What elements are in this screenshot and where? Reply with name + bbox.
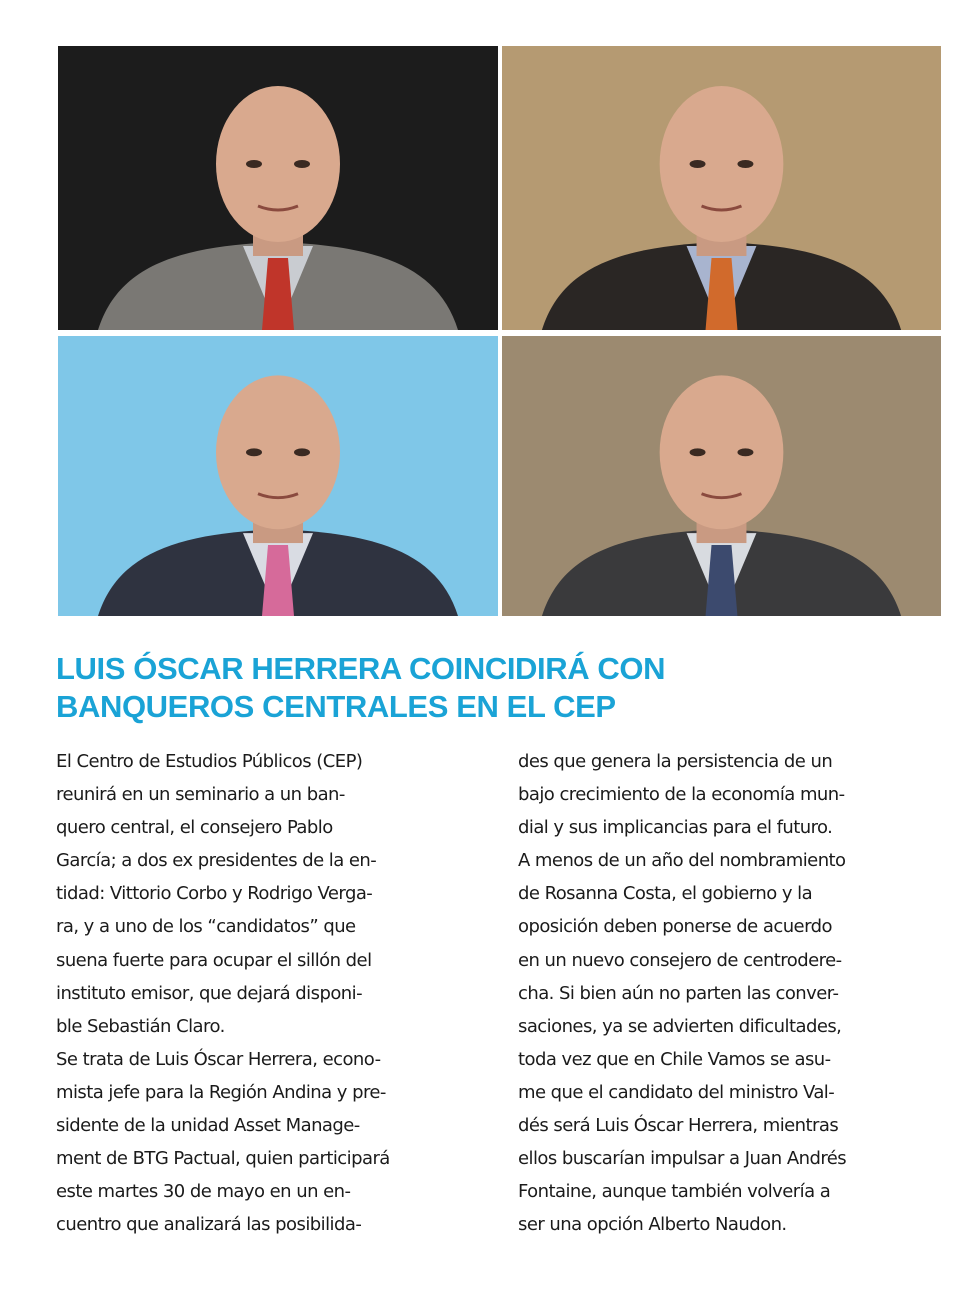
photo-pablo-garcia — [58, 46, 498, 330]
article-text-line: ment de BTG Pactual, quien participará — [56, 1148, 390, 1170]
article-text-line: García; a dos ex presidentes de la en- — [56, 850, 377, 872]
article-text-line: ble Sebastián Claro. — [56, 1015, 225, 1037]
headline-line: BANQUEROS CENTRALES EN EL CEP — [56, 689, 616, 724]
article-column-left — [56, 745, 486, 1241]
article-text-line: tidad: Vittorio Corbo y Rodrigo Verga- — [56, 883, 373, 905]
photo-vittorio-corbo — [502, 46, 941, 330]
article-text-line: sidente de la unidad Asset Manage- — [56, 1115, 360, 1137]
article-column-right — [518, 745, 938, 1241]
article-text-line: Fontaine, aunque también volvería a — [518, 1181, 831, 1203]
portrait-image — [58, 46, 498, 330]
portrait-image — [502, 336, 941, 616]
article-text-line: de Rosanna Costa, el gobierno y la — [518, 883, 813, 905]
article-text-line: me que el candidato del ministro Val- — [518, 1081, 835, 1103]
article-text-line: mista jefe para la Región Andina y pre- — [56, 1081, 386, 1103]
portrait-image — [58, 336, 498, 616]
article-text-line: este martes 30 de mayo en un en- — [56, 1181, 351, 1203]
article-text-line: dial y sus implicancias para el futuro. — [518, 817, 833, 839]
article-text-line: A menos de un año del nombramiento — [518, 850, 846, 872]
article-text-line: instituto emisor, que dejará disponi- — [56, 982, 363, 1004]
article-text-line: cha. Si bien aún no parten las conver- — [518, 982, 839, 1004]
article-text-line: dés será Luis Óscar Herrera, mientras — [518, 1115, 839, 1137]
article-text-line: ra, y a uno de los “candidatos” que — [56, 916, 356, 938]
photo-luis-oscar-herrera — [502, 336, 941, 616]
article-headline — [56, 650, 916, 726]
article-text-line: bajo crecimiento de la economía mun- — [518, 784, 845, 806]
article-text-line: ser una opción Alberto Naudon. — [518, 1214, 787, 1236]
article-text-line: El Centro de Estudios Públicos (CEP) — [56, 751, 363, 772]
article-text-line: cuentro que analizará las posibilida- — [56, 1214, 362, 1236]
article-text-line: suena fuerte para ocupar el sillón del — [56, 949, 372, 971]
article-text-line: quero central, el consejero Pablo — [56, 817, 333, 839]
article-text-line: saciones, ya se advierten dificultades, — [518, 1015, 842, 1037]
portrait-image — [502, 46, 941, 330]
article-text-line: ellos buscarían impulsar a Juan Andrés — [518, 1148, 847, 1170]
article-text-line: toda vez que en Chile Vamos se asu- — [518, 1048, 831, 1070]
article-text-line: en un nuevo consejero de centrodere- — [518, 949, 842, 971]
headline-line: LUIS ÓSCAR HERRERA COINCIDIRÁ CON — [56, 651, 666, 686]
article-text-line: oposición deben ponerse de acuerdo — [518, 916, 832, 938]
photo-grid — [58, 46, 941, 616]
article-text-line: reunirá en un seminario a un ban- — [56, 784, 345, 806]
photo-rodrigo-vergara — [58, 336, 498, 616]
article-text-line: Se trata de Luis Óscar Herrera, econo- — [56, 1048, 381, 1070]
article-text-line: des que genera la persistencia de un — [518, 751, 833, 772]
